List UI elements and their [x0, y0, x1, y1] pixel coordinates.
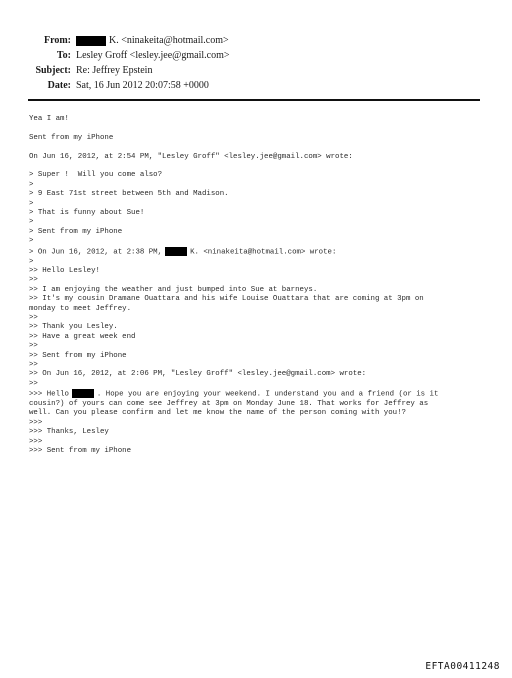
from-label: From:	[43, 35, 71, 46]
body-line: >>> Thanks, Lesley	[29, 428, 109, 437]
date-label: Date:	[47, 80, 71, 91]
body-line: >> It's my cousin Dramane Ouattara and his wife Louise Ouattara that are coming at 3pm on	[29, 295, 424, 304]
body-line	[29, 143, 479, 152]
body-line	[29, 247, 479, 258]
body-line: Sent from my iPhone	[29, 133, 114, 142]
body-line: >> I am enjoying the weather and just bumped into Sue at barneys.	[29, 285, 318, 294]
body-line: >	[29, 180, 34, 189]
body-line: > Super ! Will you come also?	[29, 171, 163, 180]
body-line: > That is funny about Sue!	[29, 209, 145, 218]
body-line: >> Have a great week end	[29, 332, 136, 341]
subject-label: Subject:	[35, 65, 71, 76]
body-line: >	[29, 218, 34, 227]
to-label: To:	[56, 50, 71, 61]
body-line: >>>	[29, 437, 43, 446]
body-line	[29, 389, 479, 400]
body-line: >	[29, 237, 34, 246]
body-line: >>	[29, 276, 38, 285]
body-text: K. <ninakeita@hotmail.com> wrote:	[190, 248, 337, 257]
date-value: Sat, 16 Jun 2012 20:07:58 +0000	[76, 80, 209, 91]
header-divider	[28, 99, 480, 101]
body-line: >	[29, 199, 34, 208]
redaction-block	[72, 389, 94, 398]
body-line: >>	[29, 379, 38, 388]
body-line	[29, 124, 479, 133]
to-value: Lesley Groff <lesley.jee@gmail.com>	[76, 50, 230, 61]
from-row	[0, 33, 512, 48]
body-line: > Sent from my iPhone	[29, 227, 123, 236]
body-line: >>	[29, 360, 38, 369]
body-line: >>	[29, 313, 38, 322]
body-text: . Hope you are enjoying your weekend. I understand you and a friend (or is it	[96, 390, 439, 399]
body-line: >>> Sent from my iPhone	[29, 447, 132, 456]
body-line: >>	[29, 342, 38, 351]
body-line: monday to meet Jeffrey.	[29, 304, 132, 313]
email-header	[0, 33, 512, 93]
redaction-block	[76, 36, 106, 46]
bates-number: EFTA00411248	[425, 661, 500, 672]
body-line: >> On Jun 16, 2012, at 2:06 PM, "Lesley Groff" <lesley.jee@gmail.com> wrote:	[29, 370, 367, 379]
redaction-block	[165, 247, 187, 256]
body-line: >>>	[29, 418, 43, 427]
subject-value: Re: Jeffrey Epstein	[76, 65, 153, 76]
body-line: Yea I am!	[29, 115, 69, 123]
body-line: >> Thank you Lesley.	[29, 323, 118, 332]
from-value: K. <ninakeita@hotmail.com>	[109, 35, 229, 46]
body-line: well. Can you please confirm and let me know the name of the person coming with you!?	[29, 409, 406, 418]
body-line: >> Hello Lesley!	[29, 266, 100, 275]
to-row	[0, 48, 512, 63]
body-line: > 9 East 71st street between 5th and Madison.	[29, 190, 229, 199]
email-body	[29, 115, 479, 456]
subject-row	[0, 63, 512, 78]
body-text: >>> Hello	[29, 390, 69, 399]
body-line: On Jun 16, 2012, at 2:54 PM, "Lesley Groff" <lesley.jee@gmail.com> wrote:	[29, 152, 353, 161]
body-line: cousin?) of yours can come see Jeffrey at 3pm on Monday June 18. That works for Jeffrey as	[29, 400, 429, 409]
body-line: >> Sent from my iPhone	[29, 351, 127, 360]
body-text: > On Jun 16, 2012, at 2:38 PM,	[29, 248, 163, 257]
date-row	[0, 78, 512, 93]
body-line	[29, 162, 479, 171]
body-line: >	[29, 257, 34, 266]
